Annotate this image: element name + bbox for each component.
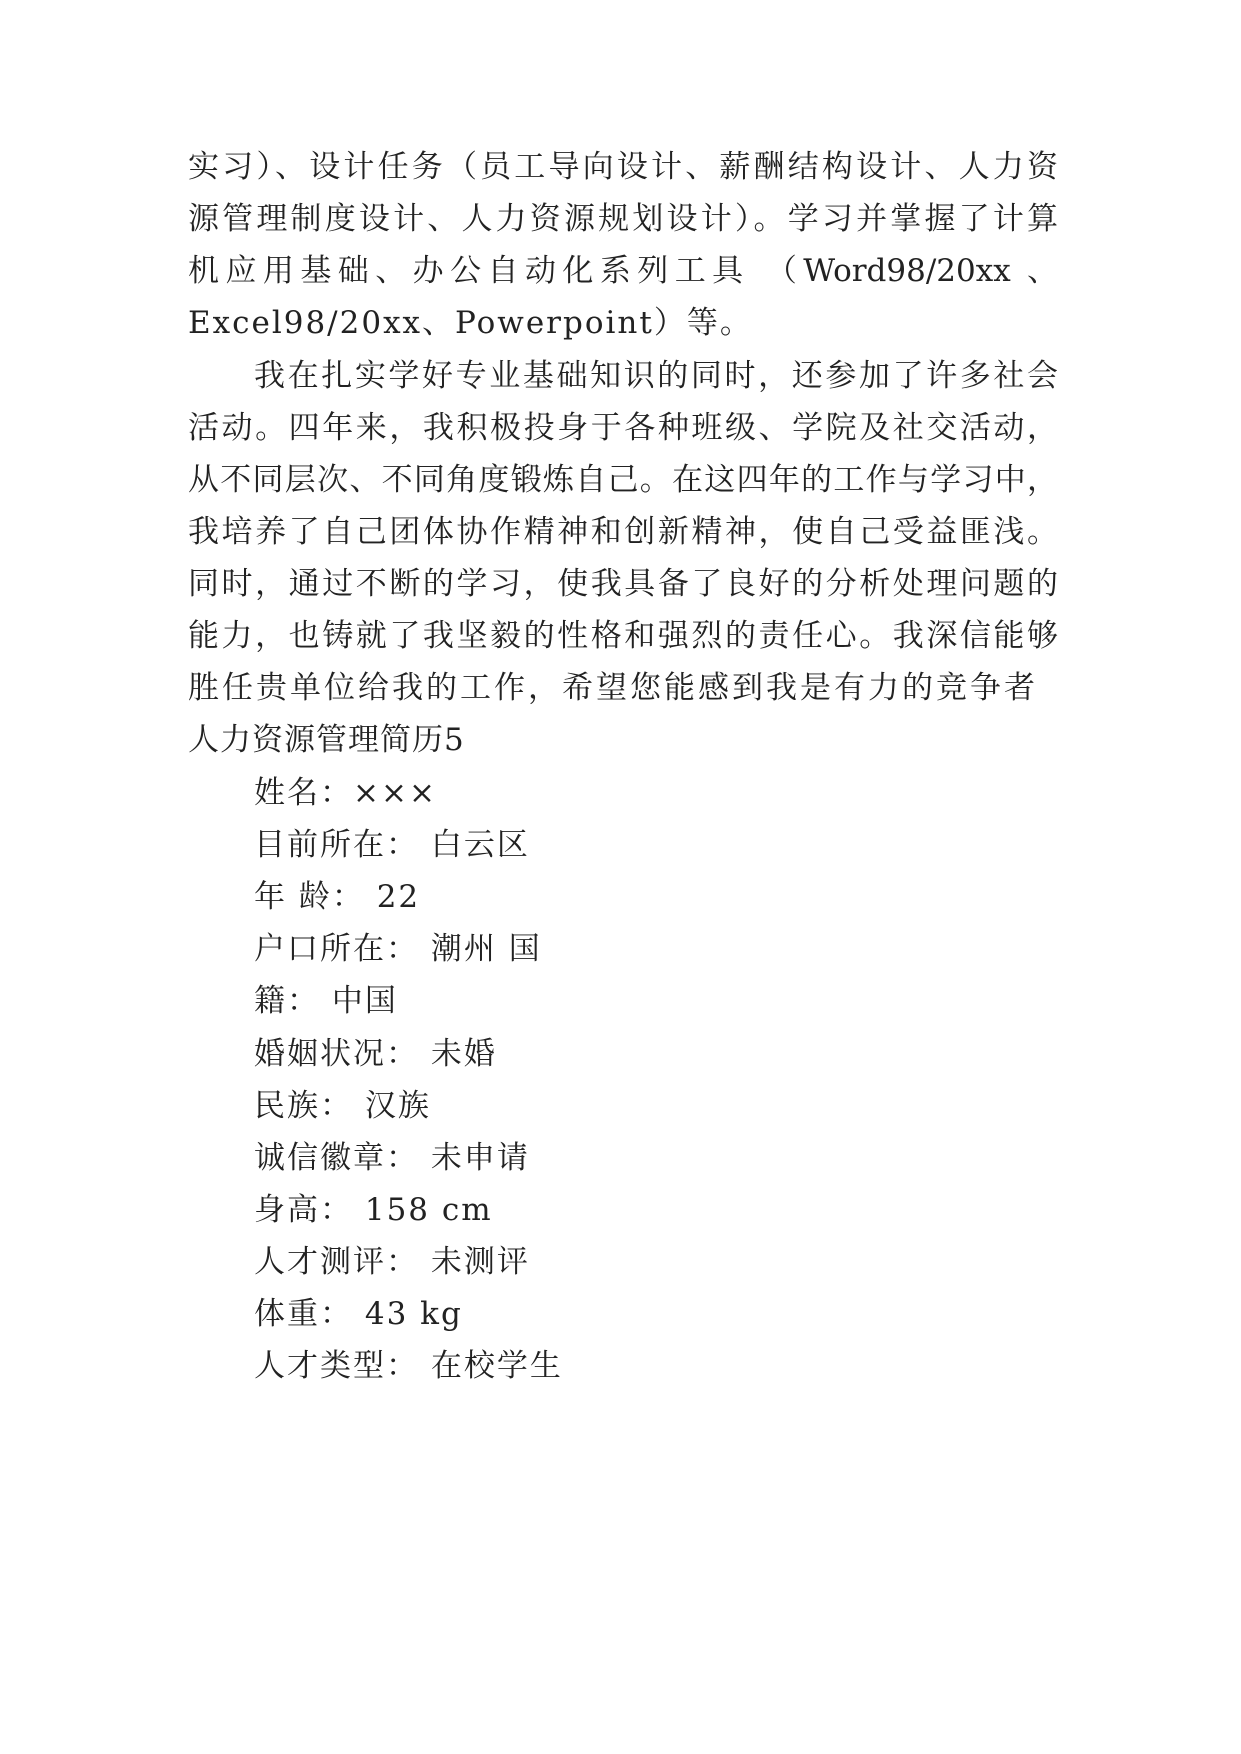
paragraph-2-line-2: 活动。四年来，我积极投身于各种班级、学院及社交活动，: [188, 410, 1058, 446]
field-current-location: 目前所在： 白云区: [254, 827, 530, 863]
paragraph-2-line-7: 胜任贵单位给我的工作，希望您能感到我是有力的竞争者: [188, 670, 1038, 706]
paragraph-2-line-3: 从不同层次、不同角度锻炼自己。在这四年的工作与学习中，: [188, 462, 1058, 498]
field-weight: 体重： 43 kg: [254, 1296, 463, 1332]
field-ethnicity: 民族： 汉族: [254, 1088, 431, 1124]
field-name: 姓名：×××: [254, 775, 437, 811]
paragraph-1-line-3: 机应用基础、办公自动化系列工具 （Word98/20xx 、: [188, 253, 1058, 289]
field-nationality: 籍： 中国: [254, 983, 398, 1019]
field-credit-badge: 诚信徽章： 未申请: [254, 1140, 530, 1176]
field-height: 身高： 158 cm: [254, 1192, 493, 1228]
paragraph-2-line-6: 能力，也铸就了我坚毅的性格和强烈的责任心。我深信能够: [188, 618, 1058, 654]
field-talent-assessment: 人才测评： 未测评: [254, 1244, 530, 1280]
field-hukou-location: 户口所在： 潮州 国: [254, 931, 542, 967]
paragraph-1-line-1: 实习）、设计任务（员工导向设计、薪酬结构设计、人力资: [188, 149, 1058, 185]
paragraph-1-line-4: Excel98/20xx、Powerpoint）等。: [188, 305, 753, 341]
paragraph-2-line-5: 同时，通过不断的学习，使我具备了良好的分析处理问题的: [188, 566, 1058, 602]
field-age: 年 龄： 22: [254, 879, 421, 915]
paragraph-1-line-2: 源管理制度设计、人力资源规划设计）。学习并掌握了计算: [188, 201, 1058, 237]
field-marital-status: 婚姻状况： 未婚: [254, 1036, 497, 1072]
paragraph-2-line-4: 我培养了自己团体协作精神和创新精神，使自己受益匪浅。: [188, 514, 1058, 550]
resume-heading: 人力资源管理简历5: [188, 722, 465, 758]
field-talent-type: 人才类型： 在校学生: [254, 1348, 563, 1384]
paragraph-2-line-1: 我在扎实学好专业基础知识的同时，还参加了许多社会: [254, 358, 1058, 394]
